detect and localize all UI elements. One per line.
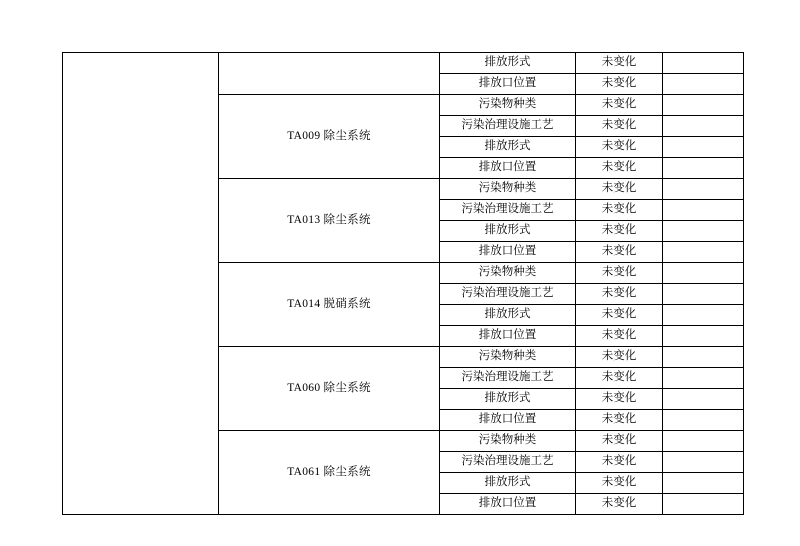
change-item-cell: 排放形式	[440, 389, 576, 410]
note-cell	[663, 347, 744, 368]
facility-name-cell: TA060 除尘系统	[219, 347, 440, 431]
change-status-cell: 未变化	[576, 116, 663, 137]
facility-name-cell: TA009 除尘系统	[219, 95, 440, 179]
change-status-cell: 未变化	[576, 242, 663, 263]
table-row	[63, 53, 744, 74]
change-status-cell: 未变化	[576, 431, 663, 452]
facility-name-cell: TA014 脱硝系统	[219, 263, 440, 347]
change-status-cell: 未变化	[576, 473, 663, 494]
note-cell	[663, 305, 744, 326]
change-status-cell: 未变化	[576, 263, 663, 284]
change-item-cell: 污染治理设施工艺	[440, 368, 576, 389]
change-status-cell: 未变化	[576, 368, 663, 389]
change-item-cell: 排放形式	[440, 221, 576, 242]
note-cell	[663, 200, 744, 221]
change-status-cell: 未变化	[576, 137, 663, 158]
change-item-cell: 污染治理设施工艺	[440, 200, 576, 221]
facility-name-cell: TA013 除尘系统	[219, 179, 440, 263]
note-cell	[663, 137, 744, 158]
change-item-cell: 排放口位置	[440, 494, 576, 515]
note-cell	[663, 74, 744, 95]
change-item-cell: 排放口位置	[440, 242, 576, 263]
change-item-cell: 排放形式	[440, 305, 576, 326]
change-status-cell: 未变化	[576, 221, 663, 242]
note-cell	[663, 473, 744, 494]
change-status-cell: 未变化	[576, 305, 663, 326]
change-status-cell: 未变化	[576, 452, 663, 473]
note-cell	[663, 326, 744, 347]
note-cell	[663, 95, 744, 116]
change-status-cell: 未变化	[576, 494, 663, 515]
change-item-cell: 排放口位置	[440, 158, 576, 179]
change-status-cell: 未变化	[576, 347, 663, 368]
change-status-cell: 未变化	[576, 200, 663, 221]
change-item-cell: 排放形式	[440, 53, 576, 74]
change-status-cell: 未变化	[576, 326, 663, 347]
change-item-cell: 污染物种类	[440, 431, 576, 452]
change-item-cell: 污染治理设施工艺	[440, 452, 576, 473]
table-container	[62, 52, 738, 515]
change-item-cell: 污染治理设施工艺	[440, 116, 576, 137]
note-cell	[663, 263, 744, 284]
change-status-cell: 未变化	[576, 179, 663, 200]
change-status-cell: 未变化	[576, 95, 663, 116]
change-item-cell: 排放口位置	[440, 326, 576, 347]
facility-name-cell: TA061 除尘系统	[219, 431, 440, 515]
change-item-cell: 污染物种类	[440, 347, 576, 368]
note-cell	[663, 284, 744, 305]
change-status-cell: 未变化	[576, 410, 663, 431]
change-status-cell: 未变化	[576, 389, 663, 410]
change-status-table	[62, 52, 744, 515]
change-item-cell: 排放形式	[440, 137, 576, 158]
note-cell	[663, 410, 744, 431]
change-status-cell: 未变化	[576, 284, 663, 305]
change-status-cell: 未变化	[576, 158, 663, 179]
change-item-cell: 排放口位置	[440, 74, 576, 95]
change-item-cell: 排放形式	[440, 473, 576, 494]
note-cell	[663, 389, 744, 410]
note-cell	[663, 431, 744, 452]
category-cell	[63, 53, 219, 515]
change-item-cell: 污染物种类	[440, 179, 576, 200]
note-cell	[663, 179, 744, 200]
facility-name-cell	[219, 53, 440, 95]
change-status-cell: 未变化	[576, 53, 663, 74]
note-cell	[663, 221, 744, 242]
change-status-cell: 未变化	[576, 74, 663, 95]
change-item-cell: 排放口位置	[440, 410, 576, 431]
table-body	[63, 53, 744, 515]
note-cell	[663, 368, 744, 389]
change-item-cell: 污染物种类	[440, 95, 576, 116]
note-cell	[663, 116, 744, 137]
note-cell	[663, 494, 744, 515]
note-cell	[663, 158, 744, 179]
note-cell	[663, 242, 744, 263]
change-item-cell: 污染治理设施工艺	[440, 284, 576, 305]
note-cell	[663, 53, 744, 74]
note-cell	[663, 452, 744, 473]
change-item-cell: 污染物种类	[440, 263, 576, 284]
